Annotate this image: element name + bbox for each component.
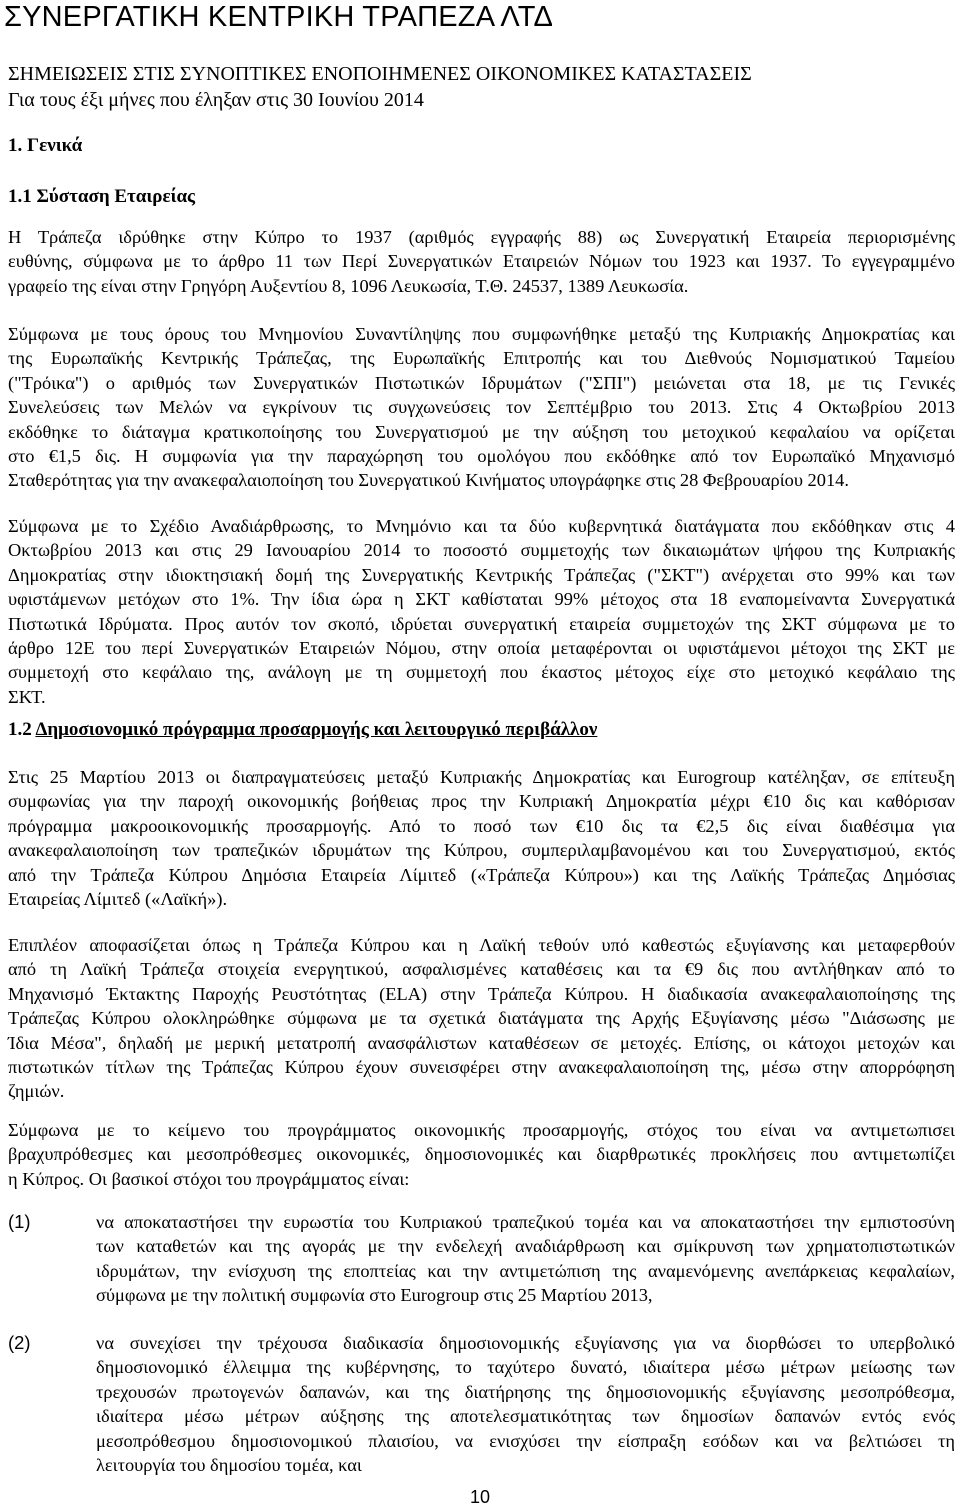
page-number: 10 bbox=[469, 1487, 491, 1507]
list-item-line: δημοσιονομικό έλλειμμα της κυβέρνησης, το ταχύτερο δυνατό, ιδιαίτερα μέσω μέτρων μείωσης των bbox=[96, 1357, 955, 1378]
paragraph-line: Σύμφωνα με το κείμενο του προγράμματος οικονομικής προσαρμογής, στόχος του είναι να αντιμετωπισει bbox=[8, 1120, 955, 1140]
paragraph-line: Συνελεύσεις των Μελών να εγκρίνουν τις συγχωνεύσεις τον Σεπτέμβριο του 2013. Στις 4 Οκτωβρίου 2013 bbox=[8, 397, 955, 418]
list-item-line: ιδρυμάτων, την ενίσχυση της εποπτείας και την αντιμετώπιση της αναμενόμενης ανεπάρκειας κεφαλαίων, bbox=[96, 1260, 955, 1281]
paragraph-line: εκδόθηκε το διάταγμα κρατικοποίησης του Συνεργατισμού με την αύξηση του μετοχικού κεφαλαίου να ορίζεται bbox=[8, 421, 955, 442]
paragraph-line: Ίδια Μέσα", δηλαδή με μερική μετατροπή ανασφάλιστων καταθέσεων σε μετοχές. Επίσης, οι κάτοχοι μετοχών και bbox=[8, 1032, 955, 1053]
list-item-line: ιδιαίτερα μέσω μέτρων αύξησης της αποτελεσματικότητας των δημοσίων δαπανών εντός ενός bbox=[96, 1406, 955, 1427]
paragraph-line: συμφωνίας για την παροχή οικονομικής βοήθειας προς την Κυπριακή Δημοκρατία μέχρι €10 δις και καθόρισαν bbox=[8, 791, 955, 812]
paragraph-line: συμμετοχή στο κεφάλαιο της, ανάλογη με τη συμμετοχή που έκαστος μέτοχος είχε στο μετοχικό κεφάλαιο της bbox=[8, 662, 955, 683]
paragraph-line: ζημιών. bbox=[8, 1081, 65, 1102]
paragraph-line: υφιστάμενων μετόχων στο 1%. Την ίδια ώρα η ΣΚΤ καθίσταται 99% μέτοχος στα 18 εναπομείναντα Συνεργατικά bbox=[8, 589, 955, 610]
paragraph-restructuring bbox=[8, 514, 955, 709]
paragraph-line: πρόγραμμα μακροοικονομικής προσαρμογής. Από το ποσό των €10 δις τα €2,5 δις είναι διαθέσιμα για bbox=[8, 815, 955, 836]
paragraph-line: ανακεφαλαιοποίηση των τραπεζικών ιδρυμάτων της Κύπρου, συμπεριλαμβανομένου και του Συνεργατισμού, εκτός bbox=[8, 840, 955, 861]
paragraph-line: Οκτωβρίου 2013 και στις 29 Ιανουαρίου 2014 το ποσοστό συμμετοχής των δικαιωμάτων ψήφου της Κυπριακής bbox=[8, 540, 955, 561]
paragraph-line: ("Τρόικα") ο αριθμός των Συνεργατικών Πιστωτικών Ιδρυμάτων ("ΣΠΙ") μειώνεται στα 18, με τις Γενικές bbox=[8, 372, 955, 393]
paragraph-line: στο €1,5 δις. Η συμφωνία για την παραχώρηση του ομολόγου που εκδόθηκε από τον Ευρωπαϊκό Μηχανισμό bbox=[8, 445, 955, 466]
paragraph-line: από την Τράπεζα Κύπρου Δημόσια Εταιρεία Λίμιτεδ («Τράπεζα Κύπρου») και της Λαϊκής Τράπεζας Δημόσιας bbox=[8, 864, 955, 885]
paragraph-line: Σύμφωνα με το Σχέδιο Αναδιάρθρωσης, το Μνημόνιο και τα δύο κυβερνητικά διατάγματα που εκδόθηκαν στις 4 bbox=[8, 516, 955, 536]
list-item-number: (2) bbox=[8, 1332, 31, 1353]
paragraph-line: Τράπεζας Κύπρου ολοκληρώθηκε σύμφωνα με τα σχετικά διατάγματα της Αρχής Εξυγίανσης μέσω "Διάσωσης με bbox=[8, 1008, 955, 1029]
paragraph-line: της Ευρωπαϊκής Κεντρικής Τράπεζας, της Ευρωπαϊκής Επιτροπής και του Διεθνούς Νομισματικού Ταμείου bbox=[8, 348, 955, 369]
paragraph-line: Επιπλέον αποφασίζεται όπως η Τράπεζα Κύπρου και η Λαϊκή τεθούν υπό καθεστώς εξυγίανσης και μεταφερθούν bbox=[8, 935, 955, 955]
paragraph-memorandum bbox=[8, 322, 955, 493]
paragraph-line: Σταθερότητας για την ανακεφαλαιοποίηση του Συνεργατικού Κινήματος υπογράφηκε στις 28 Φεβρουαρίου 2014. bbox=[8, 470, 849, 491]
list-item-line: λειτουργία του δημοσίου τομέα, και bbox=[96, 1454, 362, 1475]
paragraph-line: Η Τράπεζα ιδρύθηκε στην Κύπρο το 1937 (αριθμός εγγραφής 88) ως Συνεργατική Εταιρεία περιορισμένης bbox=[8, 227, 955, 247]
list-item-line: σύμφωνα με την πολιτική συμφωνία στο Eurogroup στις 25 Μαρτίου 2013, bbox=[96, 1285, 653, 1306]
paragraph-line: Εταιρείας Λίμιτεδ («Λαϊκή»). bbox=[8, 888, 228, 909]
report-subtitle: ΣΗΜΕΙΩΣΕΙΣ ΣΤΙΣ ΣΥΝΟΠΤΙΚΕΣ ΕΝΟΠΟΙΗΜΕΝΕΣ ΟΙΚΟΝΟΜΙΚΕΣ ΚΑΤΑΣΤΑΣΕΙΣ bbox=[8, 63, 752, 85]
paragraph-resolution bbox=[8, 933, 955, 1104]
paragraph-line: Στις 25 Μαρτίου 2013 οι διαπραγματεύσεις μεταξύ Κυπριακής Δημοκρατίας και Eurogroup κατέληξαν, σε επίτευξη bbox=[8, 767, 955, 787]
subsection-heading-incorporation: 1.1 Σύσταση Εταιρείας bbox=[8, 186, 196, 207]
paragraph-line: άρθρο 12Ε του περί Συνεργατικών Εταιρειών Νόμου, στην οποία μεταφέρονται οι υφιστάμενοι μέτοχοι της ΣΚΤ με bbox=[8, 637, 955, 658]
paragraph-line: γραφείο της είναι στην Γρηγόρη Αυξεντίου 8, 1096 Λευκωσία, Τ.Θ. 24537, 1389 Λευκωσία. bbox=[8, 275, 689, 296]
section-heading-general: 1. Γενικά bbox=[8, 135, 83, 156]
paragraph-line: ΣΚΤ. bbox=[8, 686, 46, 707]
paragraph-line: Σύμφωνα με τους όρους του Μνημονίου Συναντίληψης που συμφωνήθηκε μεταξύ της Κυπριακής Δημοκρατίας και bbox=[8, 324, 955, 344]
list-item-line: μεσοπρόθεσμου δημοσιονομικού πλαισίου, να ενισχύσει την είσπραξη εσόδων και να βελτιώσει τη bbox=[96, 1430, 955, 1451]
paragraph-line: η Κύπρος. Οι βασικοί στόχοι του προγράμματος είναι: bbox=[8, 1168, 410, 1189]
paragraph-incorporation bbox=[8, 225, 955, 298]
paragraph-line: ευθύνης, σύμφωνα με το άρθρο 11 των Περί Συνεργατικών Εταιρειών Νόμων του 1923 και 1937. Το εγγεγραμμένο bbox=[8, 251, 955, 272]
list-item-line: των καταθετών και της αγοράς με την ενδελεχή αναδιάρθρωση και σμίκρυνση των χρηματοπιστωτικών bbox=[96, 1236, 955, 1257]
subsection-number: 1.2 bbox=[8, 719, 36, 740]
subsection-heading-fiscal-programme bbox=[8, 718, 597, 742]
paragraph-programme-goals bbox=[8, 1118, 955, 1191]
list-item-line: τρεχουσών πρωτογενών δαπανών, και της διατήρησης της δημοσιονομικής εξυγίανσης μεσοπρόθεσμα, bbox=[96, 1381, 955, 1402]
company-title: ΣΥΝΕΡΓΑΤΙΚΗ ΚΕΝΤΡΙΚΗ ΤΡΑΠΕΖΑ ΛΤΔ bbox=[4, 1, 554, 33]
list-item-line: να συνεχίσει την τρέχουσα διαδικασία δημοσιονομικής εξυγίανσης για να διορθώσει το υπερβολικό bbox=[96, 1333, 955, 1353]
paragraph-eurogroup bbox=[8, 765, 955, 911]
paragraph-line: από τη Λαϊκή Τράπεζα στοιχεία ενεργητικού, ασφαλισμένες καταθέσεις και τα €9 δις που αντλήθηκαν από το bbox=[8, 959, 955, 980]
list-item-line: να αποκαταστήσει την ευρωστία του Κυπριακού τραπεζικού τομέα και να αποκαταστήσει την εμπιστοσύνη bbox=[96, 1212, 955, 1232]
paragraph-line: βραχυπρόθεσμες και μεσοπρόθεσμες οικονομικές, δημοσιονομικές και διαρθρωτικές προκλήσεις που αντιμετωπίζει bbox=[8, 1144, 955, 1165]
paragraph-line: Δημοκρατίας στην ιδιοκτησιακή δομή της Συνεργατικής Κεντρικής Τράπεζας ("ΣΚΤ") ανέρχεται στο 99% και των bbox=[8, 564, 955, 585]
subsection-title: Δημοσιονομικό πρόγραμμα προσαρμογής και λειτουργικό περιβάλλον bbox=[35, 719, 598, 740]
report-period: Για τους έξι μήνες που έληξαν στις 30 Ιουνίου 2014 bbox=[8, 89, 424, 111]
list-item-number: (1) bbox=[8, 1211, 31, 1232]
paragraph-line: πιστωτικών τίτλων της Τράπεζας Κύπρου έχουν συνεισφέρει στην ανακεφαλαιοποίηση της, μέσω στην απορρόφηση bbox=[8, 1056, 955, 1077]
paragraph-line: Πιστωτικά Ιδρύματα. Προς αυτόν τον σκοπό, ιδρύεται συνεργατική εταιρεία συμμετοχών της ΣΚΤ σύμφωνα με το bbox=[8, 613, 955, 634]
paragraph-line: Μηχανισμό Έκτακτης Παροχής Ρευστότητας (ELA) στην Τράπεζα Κύπρου. Η διαδικασία ανακεφαλαιοποίησης της bbox=[8, 983, 955, 1004]
